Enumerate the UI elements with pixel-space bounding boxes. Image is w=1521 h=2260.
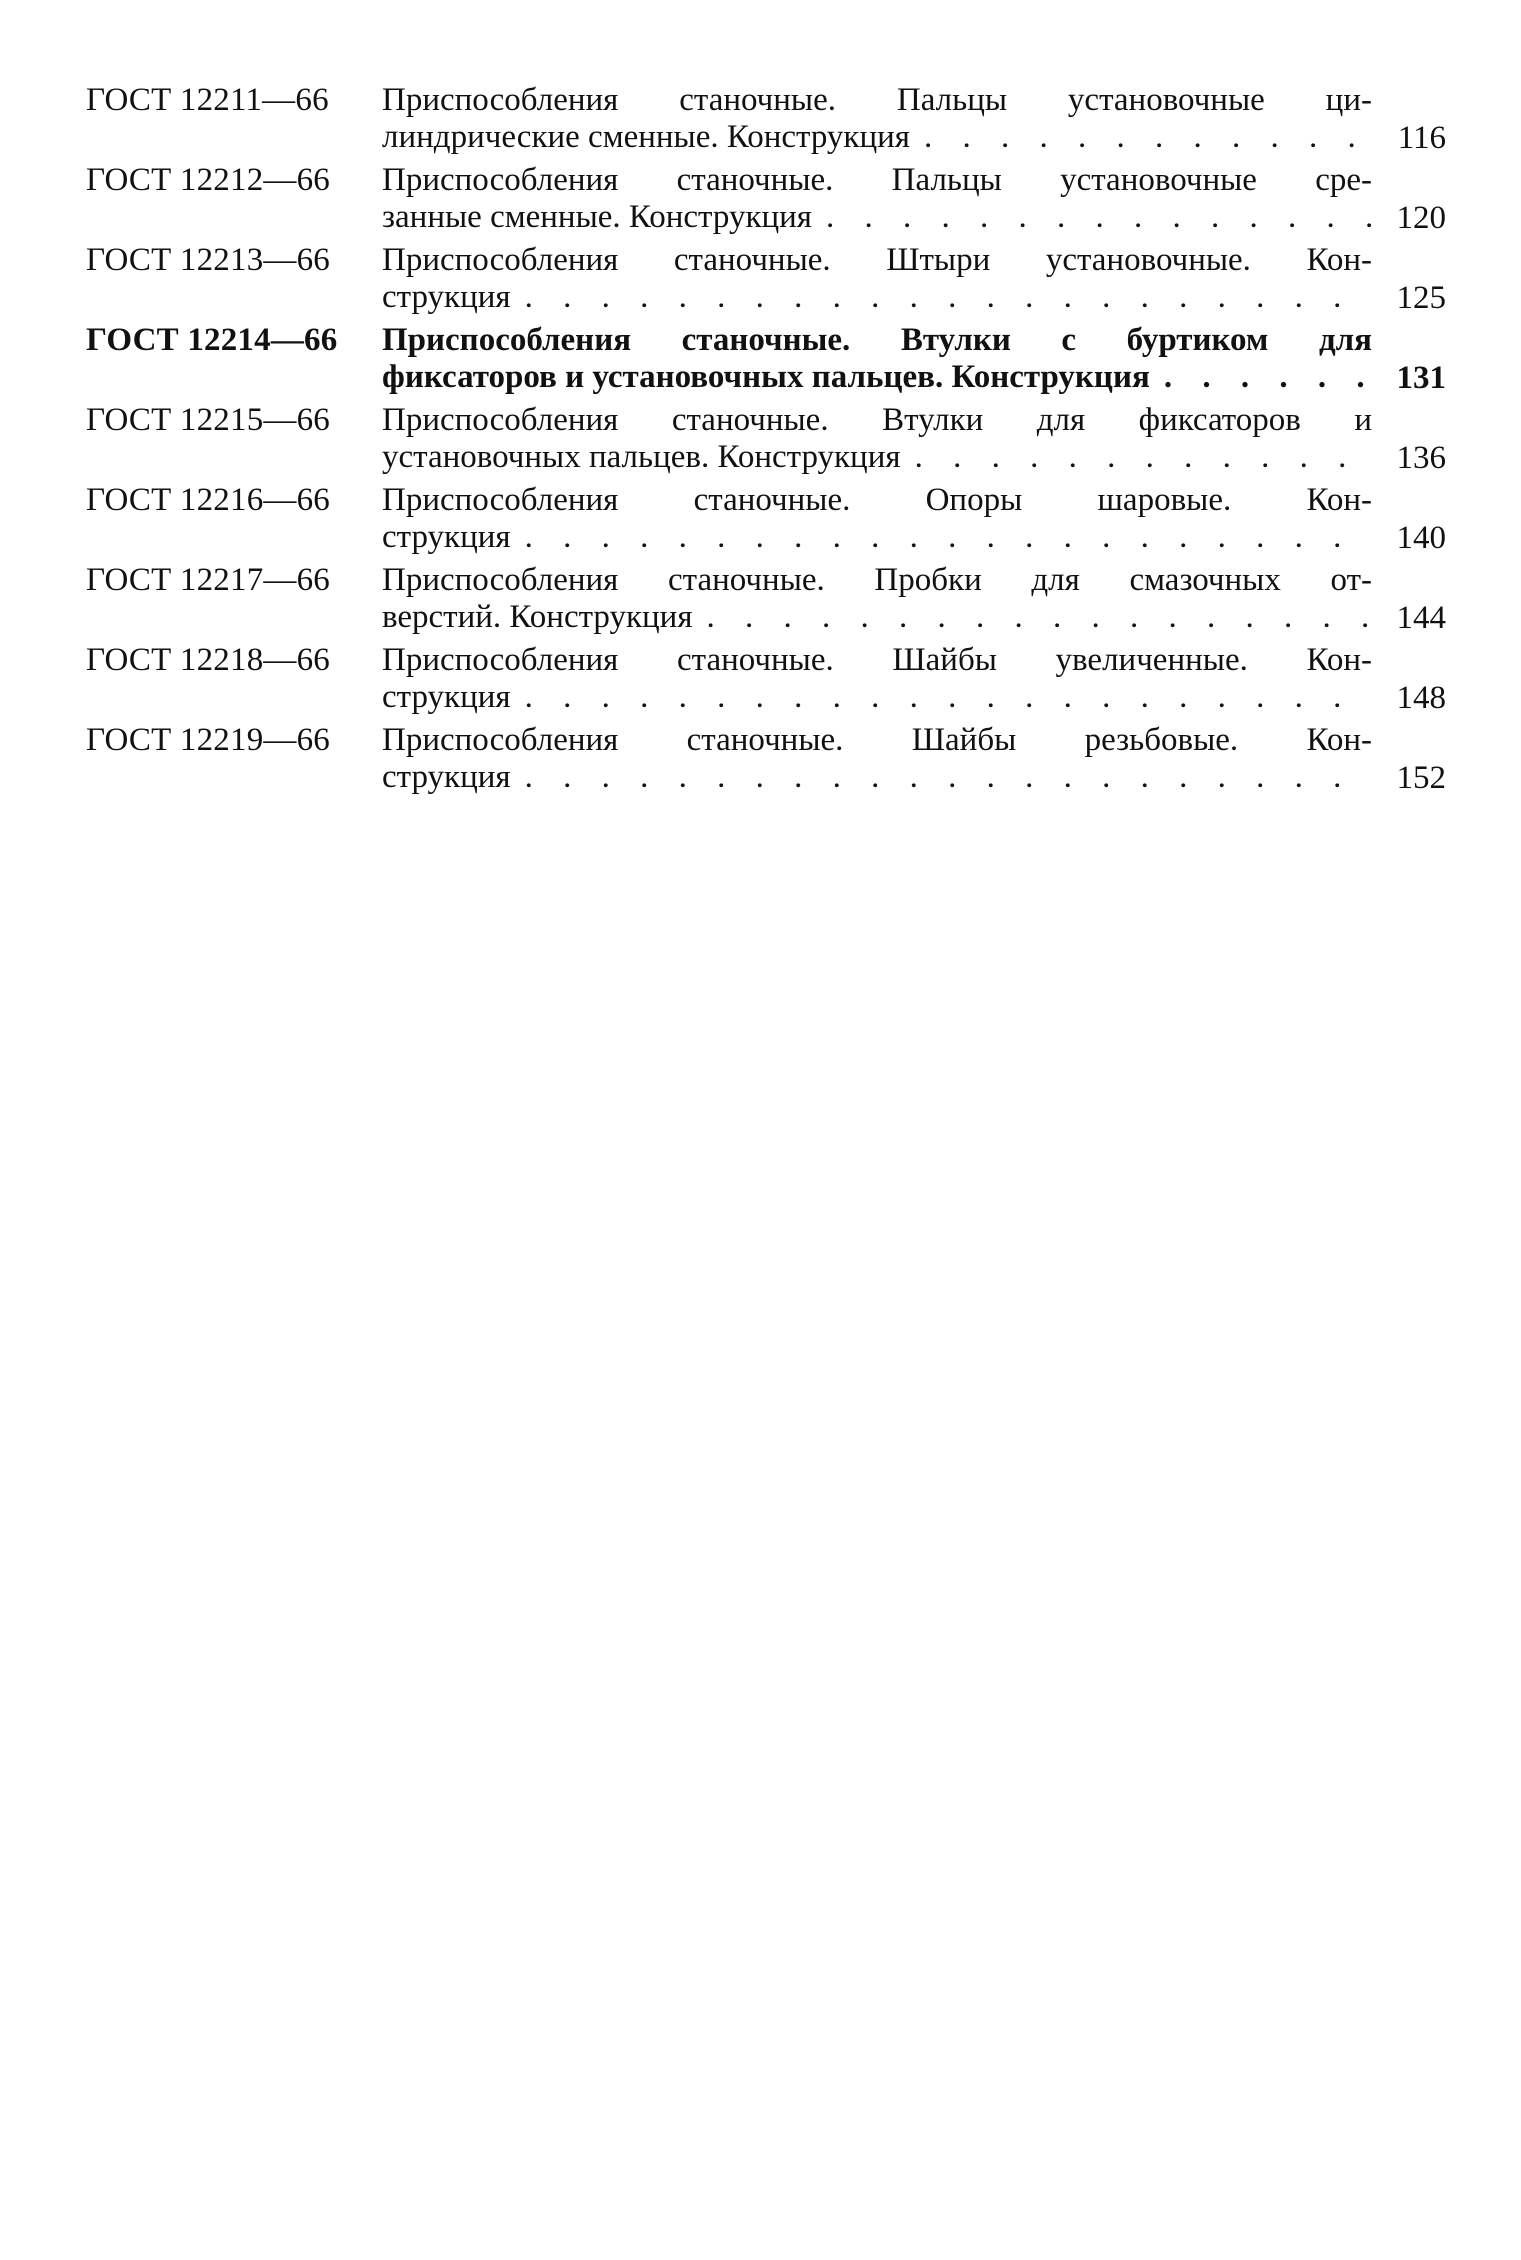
page-number: 152 bbox=[1396, 760, 1446, 796]
title-line-2-text: струкция bbox=[382, 759, 511, 795]
title-line-1: Приспособления станочные. Пальцы установочные ци- bbox=[382, 82, 1372, 118]
page-number: 144 bbox=[1396, 600, 1446, 636]
gost-code: ГОСТ 12217—66 bbox=[86, 562, 331, 598]
title-line-1: Приспособления станочные. Штыри установочные. Кон- bbox=[382, 242, 1372, 278]
entry-title bbox=[382, 322, 1372, 402]
entry-title bbox=[382, 162, 1372, 242]
title-line-2-text: установочных пальцев. Конструкция bbox=[382, 439, 901, 475]
title-line-1: Приспособления станочные. Опоры шаровые. Кон- bbox=[382, 482, 1372, 518]
title-line-2 bbox=[382, 679, 1372, 716]
title-line-2-text: струкция bbox=[382, 519, 511, 555]
title-line-2 bbox=[382, 439, 1372, 476]
page-number: 140 bbox=[1396, 520, 1446, 556]
entry-title bbox=[382, 482, 1372, 562]
toc-entry-gost-12215 bbox=[86, 402, 1446, 482]
toc-entry-gost-12214 bbox=[86, 322, 1446, 402]
toc-entry-gost-12217 bbox=[86, 562, 1446, 642]
gost-code: ГОСТ 12213—66 bbox=[86, 242, 331, 278]
toc-entry-gost-12211 bbox=[86, 82, 1446, 162]
title-line-1: Приспособления станочные. Пальцы установочные сре- bbox=[382, 162, 1372, 198]
dot-leader bbox=[511, 519, 1372, 556]
title-line-1: Приспособления станочные. Втулки для фиксаторов и bbox=[382, 402, 1372, 438]
gost-code: ГОСТ 12211—66 bbox=[86, 82, 329, 118]
entry-title bbox=[382, 402, 1372, 482]
title-line-1: Приспособления станочные. Шайбы увеличенные. Кон- bbox=[382, 642, 1372, 678]
title-line-2 bbox=[382, 519, 1372, 556]
title-line-1: Приспособления станочные. Пробки для смазочных от- bbox=[382, 562, 1372, 598]
entry-title bbox=[382, 642, 1372, 722]
dot-leader bbox=[1150, 359, 1372, 396]
entry-title bbox=[382, 722, 1372, 802]
dot-leader bbox=[901, 439, 1372, 476]
dot-leader bbox=[812, 199, 1372, 236]
title-line-2 bbox=[382, 599, 1372, 636]
entry-title bbox=[382, 562, 1372, 642]
toc-entry-gost-12213 bbox=[86, 242, 1446, 322]
dot-leader bbox=[511, 679, 1372, 716]
gost-code: ГОСТ 12216—66 bbox=[86, 482, 331, 518]
gost-code: ГОСТ 12212—66 bbox=[86, 162, 331, 198]
dot-leader bbox=[693, 599, 1372, 636]
gost-code: ГОСТ 12218—66 bbox=[86, 642, 331, 678]
title-line-2-text: фиксаторов и установочных пальцев. Конструкция bbox=[382, 359, 1150, 395]
title-line-2-text: верстий. Конструкция bbox=[382, 599, 693, 635]
dot-leader bbox=[511, 759, 1372, 796]
page-number: 148 bbox=[1396, 680, 1446, 716]
toc-entry-gost-12218 bbox=[86, 642, 1446, 722]
entry-title bbox=[382, 82, 1372, 162]
table-of-contents bbox=[86, 82, 1446, 802]
page-number: 116 bbox=[1397, 120, 1446, 156]
title-line-2-text: струкция bbox=[382, 679, 511, 715]
title-line-2 bbox=[382, 279, 1372, 316]
toc-entry-gost-12212 bbox=[86, 162, 1446, 242]
dot-leader bbox=[511, 279, 1372, 316]
entry-title bbox=[382, 242, 1372, 322]
toc-entry-gost-12219 bbox=[86, 722, 1446, 802]
title-line-1: Приспособления станочные. Шайбы резьбовые. Кон- bbox=[382, 722, 1372, 758]
dot-leader bbox=[910, 119, 1372, 156]
page-number: 131 bbox=[1396, 360, 1446, 396]
toc-entry-gost-12216 bbox=[86, 482, 1446, 562]
page-number: 120 bbox=[1396, 200, 1446, 236]
title-line-1: Приспособления станочные. Втулки с буртиком для bbox=[382, 322, 1372, 358]
title-line-2-text: занные сменные. Конструкция bbox=[382, 199, 812, 235]
title-line-2 bbox=[382, 359, 1372, 396]
page-number: 136 bbox=[1396, 440, 1446, 476]
title-line-2 bbox=[382, 759, 1372, 796]
gost-code: ГОСТ 12219—66 bbox=[86, 722, 331, 758]
title-line-2 bbox=[382, 119, 1372, 156]
gost-code: ГОСТ 12215—66 bbox=[86, 402, 331, 438]
gost-code: ГОСТ 12214—66 bbox=[86, 322, 338, 358]
title-line-2-text: линдрические сменные. Конструкция bbox=[382, 119, 910, 155]
title-line-2 bbox=[382, 199, 1372, 236]
page-number: 125 bbox=[1396, 280, 1446, 316]
title-line-2-text: струкция bbox=[382, 279, 511, 315]
